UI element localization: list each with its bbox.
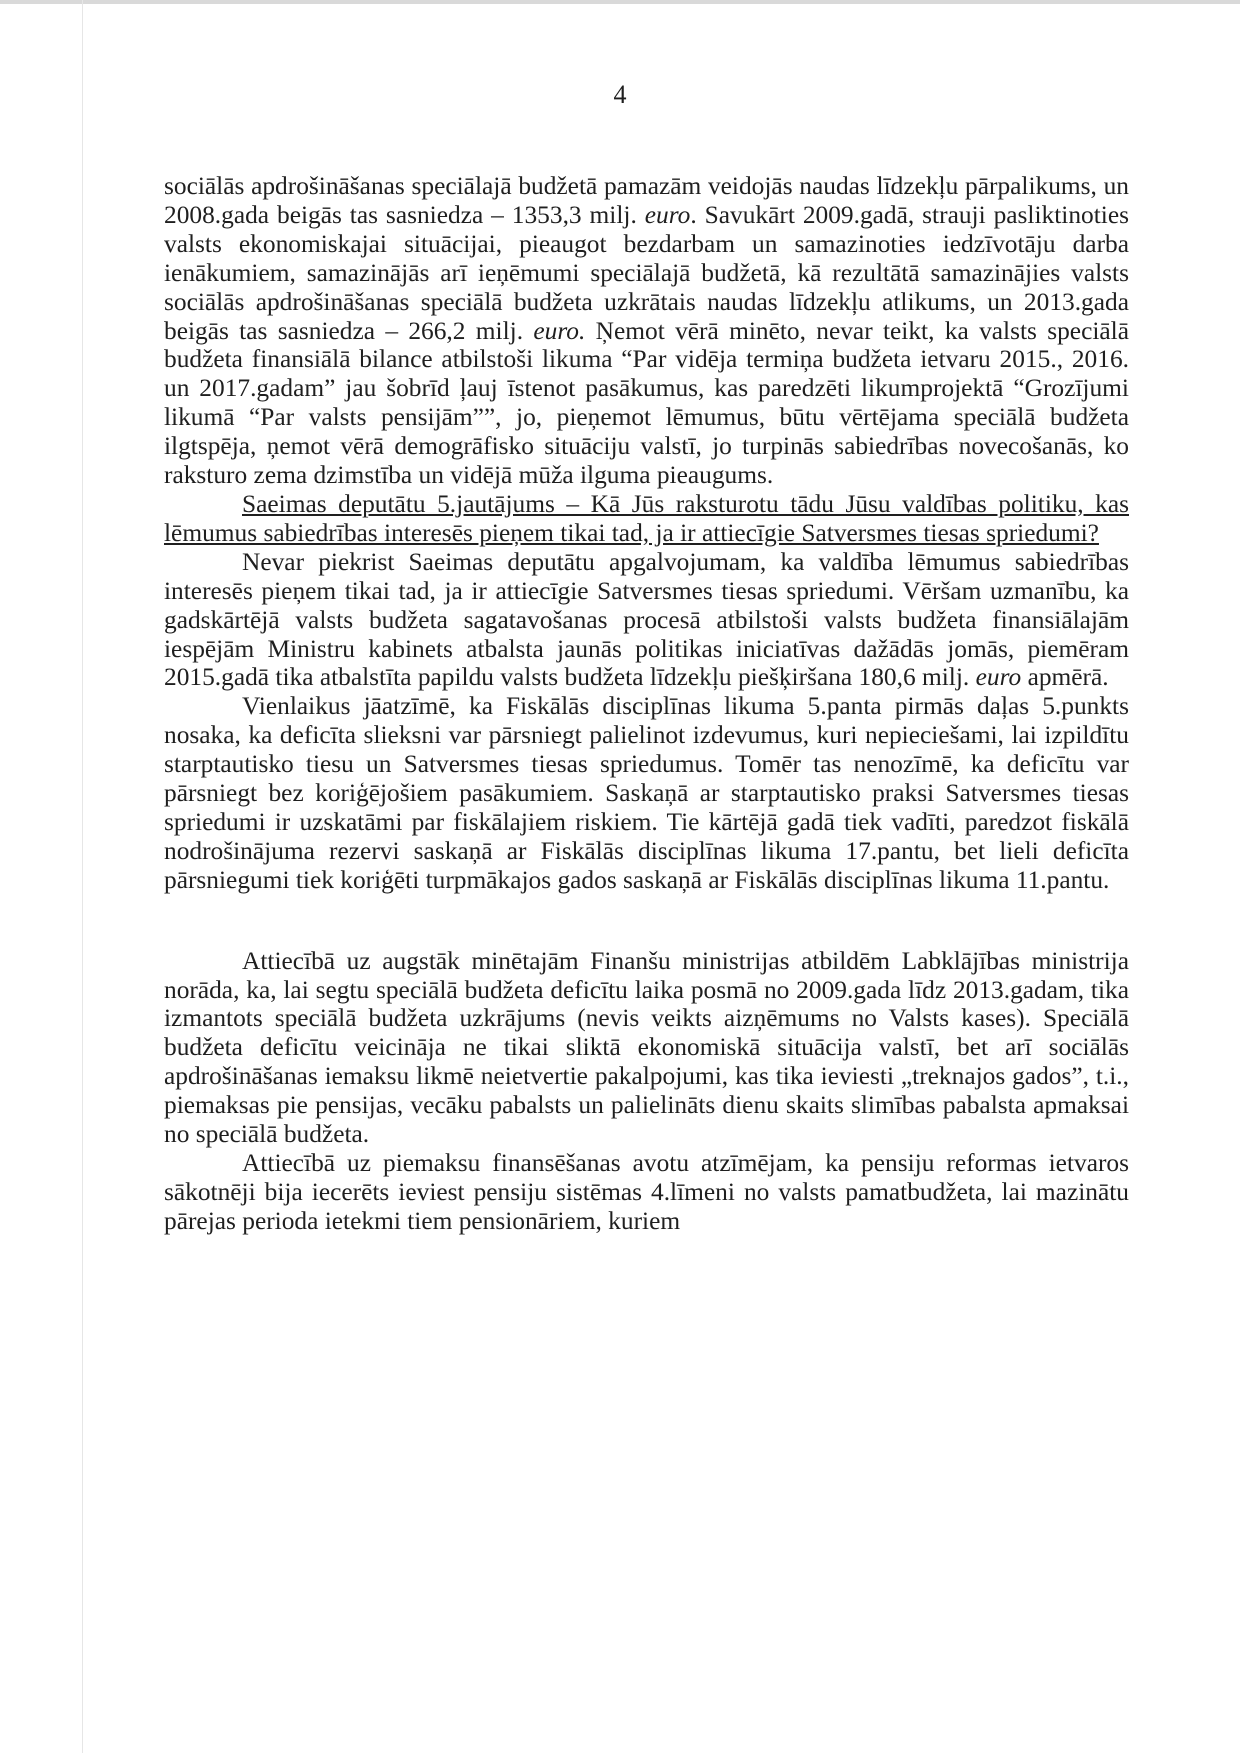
- paragraph-gap: [164, 895, 1129, 947]
- paragraph-welfare-ministry: Attiecībā uz augstāk minētajām Finanšu ministrijas atbildēm Labklājības ministrija norāda, ka, lai segtu speciālā budžeta deficītu laika posmā no 2009.gada līdz 2013.gadam, tika izmantots speciālā budžeta uzkrājums (nevis veikts aizņēmums no Valsts kases). Speciālā budžeta deficītu veicināja ne tikai sliktā ekonomiskā situācija valstī, bet arī sociālās apdrošināšanas iemaksu likmē neietvertie pakalpojumi, kas tika ieviesti „treknajos gados”, t.i., piemaksas pie pensijas, vecāku pabalsts un palielināts dienu skaits slimības pabalsta apmaksai no speciālā budžeta.: [164, 946, 1129, 1149]
- euro-italic: euro: [644, 200, 691, 229]
- scan-margin-line: [82, 0, 83, 1753]
- page-number: 4: [613, 80, 627, 109]
- deputies-question-5: Saeimas deputātu 5.jautājums – Kā Jūs raksturotu tādu Jūsu valdības politiku, kas lēmumus sabiedrības interesēs pieņem tikai tad, ja ir attiecīgie Satversmes tiesas spriedumi?: [164, 489, 1129, 547]
- paragraph-pension-funding: Attiecībā uz piemaksu finansēšanas avotu atzīmējam, ka pensiju reformas ietvaros sākotnēji bija iecerēts ieviest pensiju sistēmas 4.līmeni no valsts pamatbudžeta, lai mazinātu pārejas perioda ietekmi tiem pensionāriem, kuriem: [164, 1149, 1129, 1235]
- scan-top-edge: [0, 0, 1240, 4]
- paragraph-fiscal-discipline: Vienlaikus jāatzīmē, ka Fiskālās disciplīnas likuma 5.panta pirmās daļas 5.punkts nosaka, ka deficīta slieksni var pārsniegt palielinot izdevumus, kuri nepieciešami, lai izpildītu starptautisko tiesu un Satversmes tiesas spriedumus. Tomēr tas nenozīmē, ka deficītu var pārsniegt bez koriģējošiem pasākumiem. Saskaņā ar starptautisko praksi Satversmes tiesas spriedumi ir uzskatāmi par fiskālajiem riskiem. Tie kārtējā gadā tiek vadīti, paredzot fiskālā nodrošinājuma rezervi saskaņā ar Fiskālās disciplīnas likuma 17.pantu, bet lieli deficīta pārsniegumi tiek koriģēti turpmākajos gados saskaņā ar Fiskālās disciplīnas likuma 11.pantu.: [164, 692, 1129, 894]
- document-body: [164, 172, 1129, 1236]
- paragraph-budget-surplus: sociālās apdrošināšanas speciālajā budžetā pamazām veidojās naudas līdzekļu pārpalikums, un 2008.gada beigās tas sasniedza – 1353,3 milj. euro. Savukārt 2009.gadā, strauji pasliktinoties valsts ekonomiskajai situācijai, pieaugot bezdarbam un samazinoties iedzīvotāju darba ienākumiem, samazinājās arī ieņēmumi speciālajā budžetā, kā rezultātā samazinājies valsts sociālās apdrošināšanas speciālā budžeta uzkrātais naudas līdzekļu atlikums, un 2013.gada beigās tas sasniedza – 266,2 milj. euro. Ņemot vērā minēto, nevar teikt, ka valsts speciālā budžeta finansiālā bilance atbilstoši likuma “Par vidēja termiņa budžeta ietvaru 2015., 2016. un 2017.gadam” jau šobrīd ļauj īstenot pasākumus, kas paredzēti likumprojektā “Grozījumi likumā “Par valsts pensijām””, jo, pieņemot lēmumus, būtu vērtējama speciālā budžeta ilgtspēja, ņemot vērā demogrāfisko situāciju valstī, jo turpinās sabiedrības novecošanās, ko raksturo zema dzimstība un vidējā mūža ilguma pieaugums.: [164, 172, 1129, 490]
- euro-italic: euro.: [533, 316, 586, 345]
- paragraph-government-response: Nevar piekrist Saeimas deputātu apgalvojumam, ka valdība lēmumus sabiedrības interesēs pieņem tikai tad, ja ir attiecīgie Satversmes tiesas spriedumi. Vēršam uzmanību, ka gadskārtējā valsts budžeta sagatavošanas procesā atbilstoši valsts budžeta finansiālajām iespējām Ministru kabinets atbalsta jaunās politikas iniciatīvas dažādās jomās, piemēram 2015.gadā tika atbalstīta papildu valsts budžeta līdzekļu piešķiršana 180,6 milj. euro apmērā.: [164, 547, 1129, 692]
- euro-italic: euro: [975, 663, 1022, 692]
